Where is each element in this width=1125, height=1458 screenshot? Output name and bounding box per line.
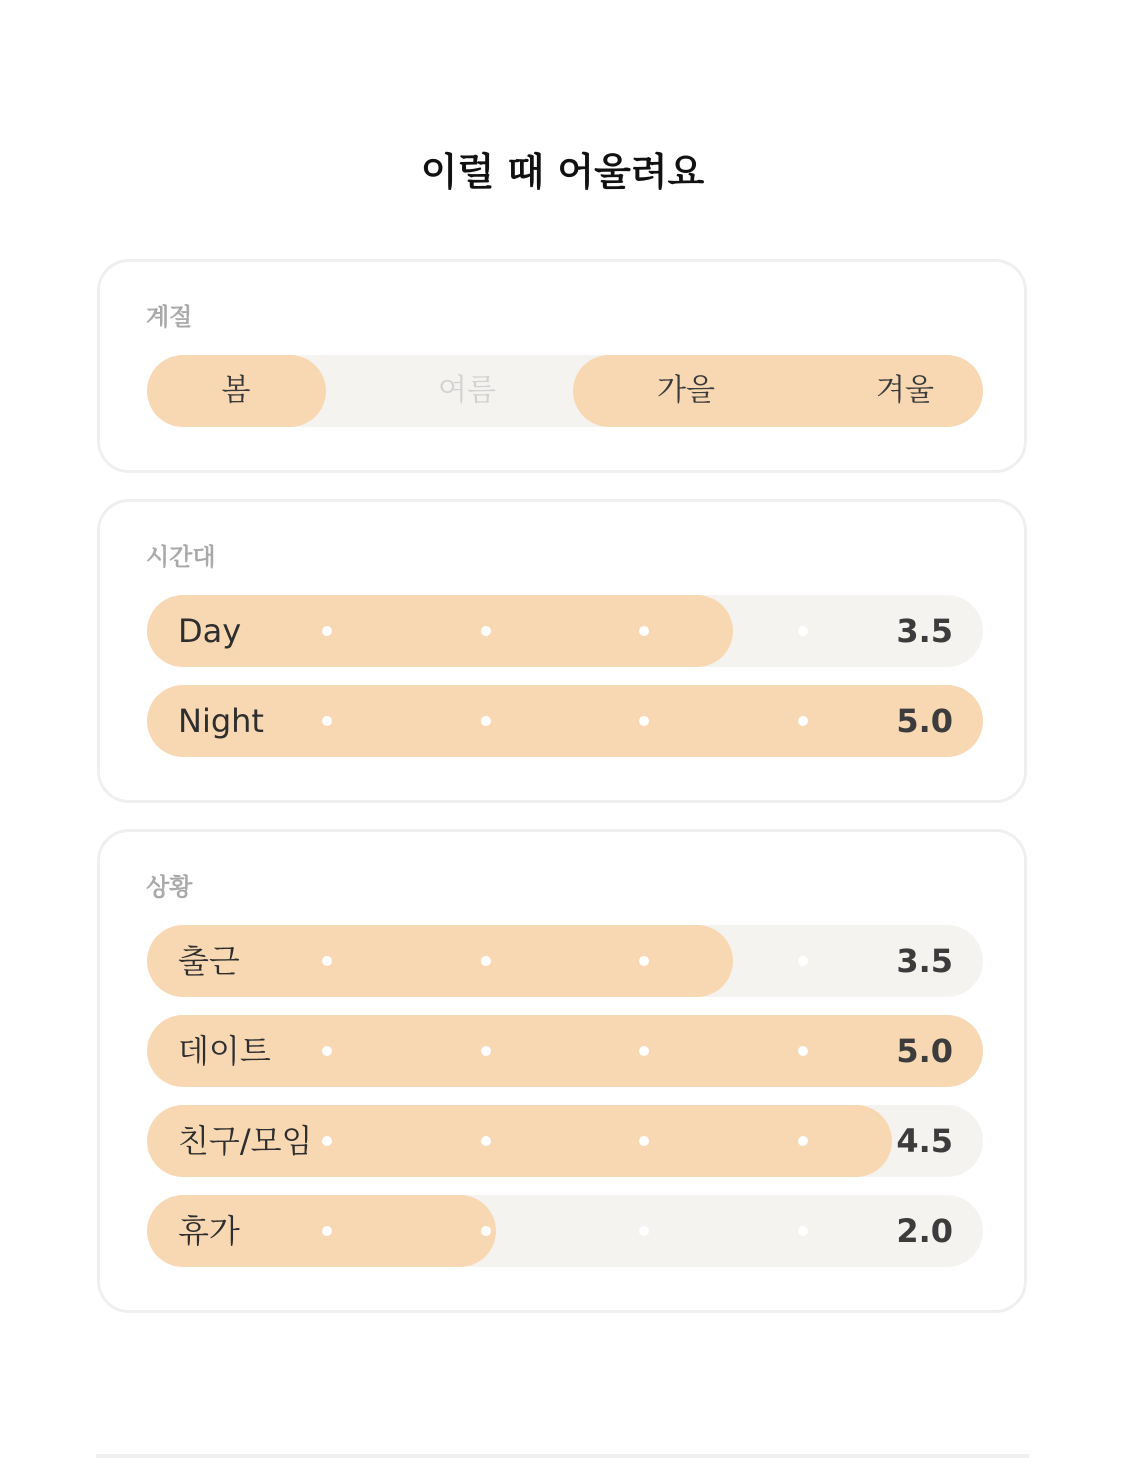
rating-tick-dot <box>798 626 808 636</box>
rating-tick-dot <box>798 956 808 966</box>
page-title: 이럴 때 어울려요 <box>420 150 705 194</box>
rating-tick-dot <box>481 1136 491 1146</box>
season-card <box>97 259 1027 473</box>
rating-tick-dot <box>798 1226 808 1236</box>
season-option-winter[interactable]: 겨울 <box>876 373 934 408</box>
season-selector <box>147 355 983 427</box>
rating-tick-dot <box>481 956 491 966</box>
rating-bar-night <box>147 685 983 757</box>
rating-tick-dot <box>322 716 332 726</box>
rating-tick-dot <box>639 1136 649 1146</box>
bottom-divider <box>96 1454 1029 1458</box>
season-section-label: 계절 <box>146 303 193 331</box>
rating-tick-dot <box>639 626 649 636</box>
rating-bar-vacation <box>147 1195 983 1267</box>
situation-card <box>97 829 1027 1313</box>
rating-bar-label: Day <box>178 612 242 650</box>
rating-bar-day <box>147 595 983 667</box>
season-option-summer[interactable]: 여름 <box>438 373 496 408</box>
rating-tick-dot <box>481 1226 491 1236</box>
rating-tick-dot <box>322 1046 332 1056</box>
rating-tick-dot <box>322 626 332 636</box>
rating-bar-label: 휴가 <box>178 1212 240 1250</box>
time-card <box>97 499 1027 803</box>
rating-bar-score: 2.0 <box>896 1212 953 1250</box>
rating-tick-dot <box>798 1136 808 1146</box>
rating-bar-score: 3.5 <box>896 942 953 980</box>
rating-bar-date <box>147 1015 983 1087</box>
rating-tick-dot <box>481 1046 491 1056</box>
rating-bar-score: 5.0 <box>896 1032 953 1070</box>
rating-tick-dot <box>639 716 649 726</box>
rating-bar-score: 4.5 <box>896 1122 953 1160</box>
time-section-label: 시간대 <box>146 543 216 571</box>
rating-bar-label: 친구/모임 <box>178 1122 313 1160</box>
rating-bar-label: Night <box>178 702 264 740</box>
rating-tick-dot <box>322 1136 332 1146</box>
situation-section-label: 상황 <box>146 873 193 901</box>
rating-tick-dot <box>639 1226 649 1236</box>
rating-bar-score: 5.0 <box>896 702 953 740</box>
season-option-autumn[interactable]: 가을 <box>657 373 715 408</box>
rating-tick-dot <box>322 1226 332 1236</box>
rating-tick-dot <box>639 956 649 966</box>
rating-tick-dot <box>481 716 491 726</box>
rating-bar-commute <box>147 925 983 997</box>
season-option-spring[interactable]: 봄 <box>221 373 251 408</box>
rating-tick-dot <box>639 1046 649 1056</box>
rating-tick-dot <box>322 956 332 966</box>
rating-bar-label: 데이트 <box>178 1032 271 1070</box>
rating-bar-friends <box>147 1105 983 1177</box>
rating-tick-dot <box>798 716 808 726</box>
rating-tick-dot <box>481 626 491 636</box>
rating-bar-fill <box>147 1015 983 1087</box>
rating-bar-label: 출근 <box>178 942 240 980</box>
rating-bar-fill <box>147 685 983 757</box>
rating-bar-score: 3.5 <box>896 612 953 650</box>
rating-tick-dot <box>798 1046 808 1056</box>
